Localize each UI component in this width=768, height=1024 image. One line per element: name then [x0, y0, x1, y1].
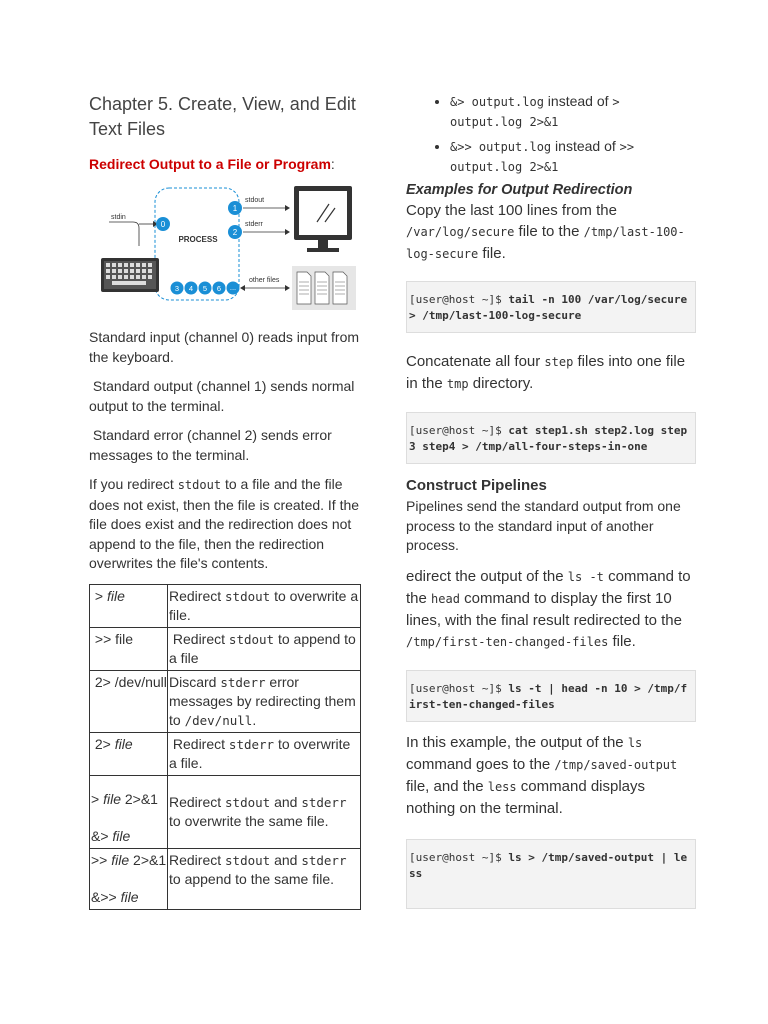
example-text: In this example, the output of the: [406, 733, 628, 751]
example-text: file, and the: [406, 777, 488, 795]
bullet-code: > output.log 2>&1: [450, 95, 620, 129]
fd-6-label: 6: [216, 284, 222, 293]
pipelines-paragraph: Pipelines send the standard output from one process to the standard input of another process.: [406, 498, 681, 553]
shorthand-bullets: [406, 92, 696, 177]
keyboard-icon: [101, 258, 159, 292]
example-code: step: [544, 355, 574, 369]
operator-cell: >> file: [90, 627, 168, 670]
table-row: [90, 848, 361, 909]
example-text: command displays nothing on the terminal.: [406, 777, 646, 817]
stderr-paragraph: Standard error (channel 2) sends error messages to the terminal.: [89, 427, 336, 463]
fd-3-label: 3: [174, 284, 180, 293]
description-cell: [168, 670, 361, 732]
channel-0-label: 0: [160, 220, 166, 229]
stdin-label: stdin: [111, 214, 126, 221]
description-cell: [168, 627, 361, 670]
desc-text: Redirect: [169, 630, 229, 647]
example-code: /var/log/secure: [406, 225, 515, 239]
spacer: [91, 870, 167, 888]
bullet-code: >> output.log 2>&1: [450, 140, 635, 174]
operator-text: 2>&1: [120, 790, 158, 807]
desc-code: /dev/null: [184, 712, 253, 728]
monitor-icon: [294, 186, 352, 252]
operator-file: file: [106, 587, 125, 604]
desc-code: stderr: [301, 794, 347, 810]
desc-text: Redirect: [169, 587, 226, 604]
desc-code: stdout: [225, 852, 271, 868]
section-heading-colon: :: [330, 156, 335, 172]
operator-text: &>: [91, 827, 113, 844]
operator-cell: [90, 848, 168, 909]
stdin-paragraph: Standard input (channel 0) reads input from the keyboard.: [89, 329, 360, 365]
description-cell: [168, 584, 361, 627]
desc-text: Redirect: [169, 735, 229, 752]
other-files-arrowhead-left: [240, 285, 245, 291]
operator-text: 2>&1: [129, 851, 167, 868]
redirection-operators-table: [89, 584, 361, 910]
table-row: [90, 584, 361, 627]
example-text: file.: [608, 632, 636, 650]
redirect-explanation-code: stdout: [177, 478, 222, 492]
description-cell: [168, 848, 361, 909]
bullet-text: instead of: [551, 138, 620, 154]
pipelines-heading: Construct Pipelines: [406, 477, 547, 494]
shell-command: ls -t | head -n 10 > /tmp/first-ten-changed-files: [409, 681, 688, 711]
operator-text: >: [91, 587, 107, 604]
desc-text: and: [270, 851, 302, 868]
left-column: [89, 92, 364, 910]
shell-prompt: [user@host ~]$: [409, 424, 509, 437]
desc-code: stderr: [220, 674, 266, 690]
fd-4-label: 4: [188, 284, 194, 293]
desc-text: error messages by redirecting them to: [169, 673, 356, 728]
shell-prompt: [user@host ~]$: [409, 850, 509, 864]
operator-cell: [90, 584, 168, 627]
section-heading: [89, 156, 364, 172]
example-text: edirect the output of the: [406, 567, 568, 585]
example-code: /tmp/first-ten-changed-files: [406, 634, 609, 649]
example-text: files into one file in the: [406, 353, 686, 392]
example-4-text: [406, 732, 696, 819]
operator-file: file: [112, 827, 131, 844]
operator-file: file: [103, 790, 121, 807]
bullet-code: &>> output.log: [450, 140, 552, 154]
io-channels-diagram: [89, 182, 357, 312]
code-block-saved-output: [406, 839, 696, 909]
shell-command: tail -n 100 /var/log/secure > /tmp/last-100-log-secure: [409, 293, 694, 322]
desc-code: stderr: [301, 852, 347, 868]
operator-file: file: [120, 888, 139, 905]
example-text: file.: [478, 245, 506, 262]
operator-file: file: [114, 735, 133, 752]
operator-text: >>: [91, 851, 112, 868]
desc-text: to append to the same file.: [169, 870, 334, 887]
stdin-wire: [109, 222, 139, 246]
table-row: [90, 627, 361, 670]
desc-text: Redirect: [169, 793, 226, 810]
example-text: Concatenate all four: [406, 353, 545, 370]
code-block-tail: [406, 281, 696, 333]
code-block-pipeline: [406, 670, 696, 722]
channel-2-label: 2: [232, 228, 238, 237]
bullet-code: &> output.log: [450, 95, 544, 109]
code-block-cat: [406, 412, 696, 464]
example-code: head: [431, 591, 460, 606]
table-row: [90, 775, 361, 848]
redirect-explanation-b: to a file and the file does not exist, then the file is created. If the file does exist and the redirection does not append to the file, then the redirection overwrites the file's contents.: [89, 476, 360, 571]
desc-text: Discard: [169, 673, 221, 690]
example-text: directory.: [468, 375, 534, 392]
chapter-title: Chapter 5. Create, View, and Edit Text Files: [89, 94, 356, 139]
operator-cell: [90, 775, 168, 848]
desc-text: to overwrite the same file.: [169, 812, 329, 829]
stderr-label: stderr: [245, 221, 263, 228]
other-files-label: other files: [249, 277, 280, 284]
desc-text: and: [270, 793, 302, 810]
redirect-explanation: [89, 475, 364, 574]
example-code: ls: [627, 735, 643, 750]
example-text: Copy the last 100 lines from the: [406, 202, 617, 219]
desc-code: stdout: [225, 794, 271, 810]
process-label: PROCESS: [178, 235, 218, 244]
description-cell: [168, 775, 361, 848]
other-files-arrowhead-right: [285, 285, 290, 291]
table-row: [90, 670, 361, 732]
redirect-explanation-a: If you redirect: [89, 476, 178, 492]
operator-cell: 2> /dev/null: [90, 670, 168, 732]
example-text: command to display the first 10 lines, with the final result redirected to the: [406, 589, 682, 629]
process-box: [155, 188, 239, 300]
list-item: [450, 137, 696, 177]
example-3-text: [406, 566, 696, 653]
desc-code: stdout: [228, 631, 275, 647]
documents-icon: [292, 266, 356, 310]
example-1-text: [406, 200, 696, 265]
example-text: command to the: [406, 567, 691, 607]
example-2-text: [406, 351, 696, 395]
examples-heading: Examples for Output Redirection: [406, 182, 633, 198]
operator-cell: [90, 732, 168, 775]
desc-text: .: [252, 711, 257, 728]
spacer: [91, 809, 167, 827]
desc-code: stdout: [225, 588, 271, 604]
desc-text: to overwrite a file.: [169, 587, 359, 623]
operator-file: file: [111, 851, 130, 868]
example-code: less: [487, 779, 517, 794]
shell-prompt: [user@host ~]$: [409, 293, 509, 306]
list-item: [450, 92, 696, 132]
desc-text: Redirect: [169, 851, 226, 868]
operator-text: &>>: [91, 888, 121, 905]
stdout-label: stdout: [245, 197, 265, 204]
operator-text: 2>: [91, 735, 115, 752]
stdout-arrowhead: [285, 205, 290, 211]
channel-1-label: 1: [232, 204, 238, 213]
shell-prompt: [user@host ~]$: [409, 681, 509, 695]
table-row: [90, 732, 361, 775]
right-column: [406, 92, 696, 909]
section-heading-text: Redirect Output to a File or Program: [89, 156, 331, 172]
example-code: ls -t: [567, 569, 604, 584]
shell-command: cat step1.sh step2.log step3 step4 > /tmp/all-four-steps-in-one: [409, 424, 688, 453]
example-code: /tmp/last-100-log-secure: [406, 225, 685, 261]
example-text: command goes to the: [406, 755, 555, 773]
desc-text: to append to a file: [169, 630, 360, 666]
shell-command: ls > /tmp/saved-output | less: [409, 850, 688, 880]
fd-5-label: 5: [202, 284, 208, 293]
stderr-arrowhead: [285, 229, 290, 235]
description-cell: [168, 732, 361, 775]
example-code: tmp: [446, 377, 469, 391]
stdout-paragraph: Standard output (channel 1) sends normal output to the terminal.: [89, 378, 359, 414]
operator-text: >: [91, 790, 104, 807]
example-code: /tmp/saved-output: [554, 757, 678, 772]
example-text: file to the: [514, 223, 584, 240]
desc-code: stderr: [228, 736, 275, 752]
desc-text: to overwrite a file.: [169, 735, 355, 771]
bullet-text: instead of: [543, 93, 613, 109]
fd-more-label: ...: [229, 283, 237, 292]
